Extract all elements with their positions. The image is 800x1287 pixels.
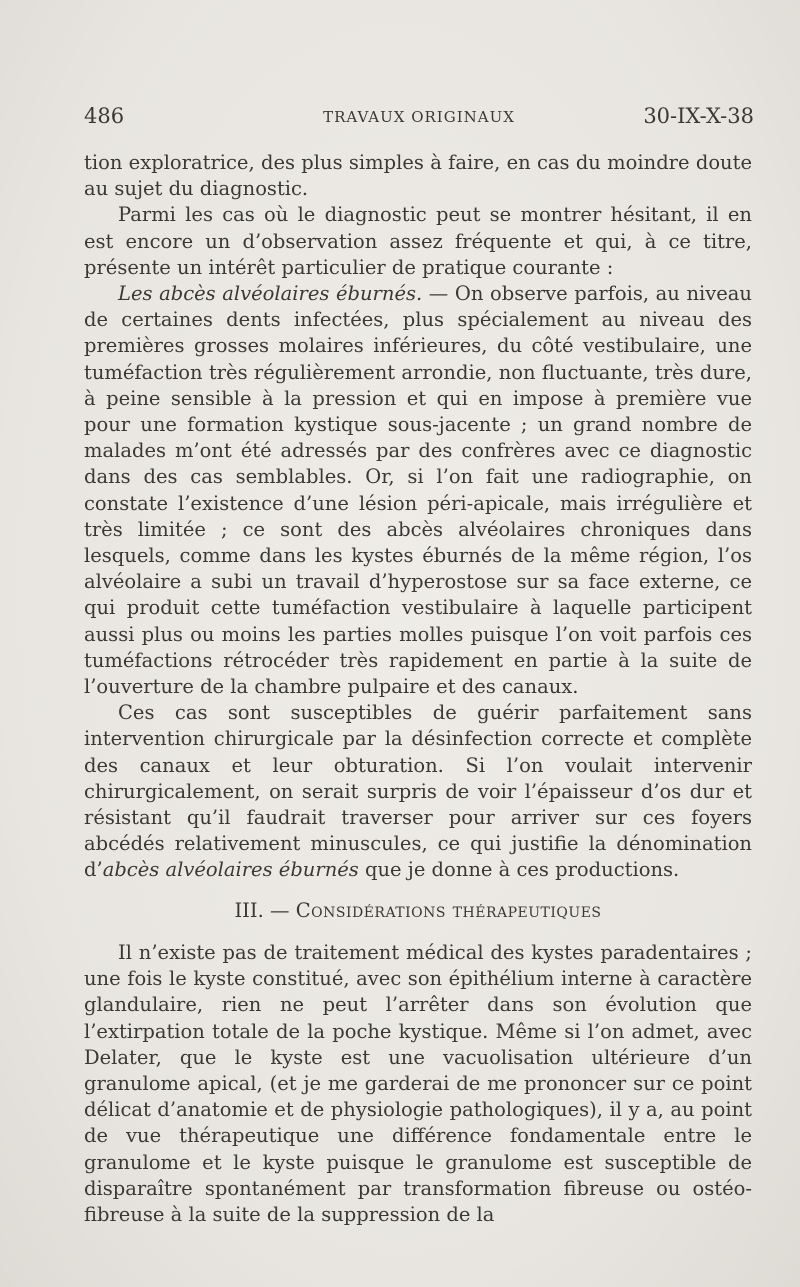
section-number: III. — [234, 898, 296, 922]
paragraph-4-italic: abcès alvéolaires éburnés [102, 858, 359, 882]
issue-reference: 30-IX-X-38 [643, 104, 754, 128]
running-title: TRAVAUX ORIGINAUX [323, 108, 515, 126]
page-header [84, 104, 754, 130]
page-number: 486 [84, 104, 125, 128]
page-body [84, 150, 752, 1228]
section-heading [84, 898, 752, 924]
paragraph-4 [84, 700, 752, 883]
section-title: Considérations thérapeutiques [295, 898, 602, 922]
paragraph-4-text-start: Ces cas sont susceptibles de guérir parfaitement sans intervention chirurgicale par la désinfection correcte et complète des canaux et leur obturation. Si l’on voulait intervenir chirurgicalement, on serait surpris de voir l’épaisseur d’os dur et résistant qu’il faudrait traverser pour arriver sur ces foyers abcédés relativement minuscules, ce qui justifie la dénomination d’ [84, 701, 752, 882]
paragraph-2: Parmi les cas où le diagnostic peut se montrer hésitant, il en est encore un d’observation assez fréquente et qui, à ce titre, présente un intérêt particulier de pratique courante : [84, 203, 752, 279]
paragraph-3-text: — On observe parfois, au niveau de certaines dents infectées, plus spécialement au niveau des premières grosses molaires inférieures, du côté vestibulaire, une tuméfaction très régulièrement arrondie, non fluctuante, très dure, à peine sensible à la pression et qui en impose à première vue pour une formation kystique sous-jacente ; un grand nombre de malades m’ont été adressés par des confrères avec ce diagnostic dans des cas semblables. Or, si l’on fait une radiographie, on constate l’existence d’une lésion péri-apicale, mais irrégulière et très limitée ; ce sont des abcès alvéolaires chroniques dans lesquels, comme dans les kystes éburnés de la même région, l’os alvéolaire a subi un travail d’hyperostose sur sa face externe, ce qui produit cette tuméfaction vestibulaire à laquelle participent aussi plus ou moins les parties molles puisque l’on voit parfois ces tuméfactions rétrocéder très rapidement en partie à la suite de l’ouverture de la chambre pulpaire et des canaux. [84, 282, 752, 699]
paragraph-5: Il n’existe pas de traitement médical des kystes paradentaires ; une fois le kyste constitué, avec son épithélium interne à caractère glandulaire, rien ne peut l’arrêter dans son évolution que l’extirpation totale de la poche kystique. Même si l’on admet, avec Delater, que le kyste est une vacuolisation ultérieure d’un granulome apical, (et je me garderai de me prononcer sur ce point délicat d’anatomie et de physiologie pathologiques), il y a, au point de vue thérapeutique une différence fondamentale entre le granulome et le kyste puisque le granulome est susceptible de disparaître spontanément par transformation fibreuse ou ostéo-fibreuse à la suite de la suppression de la [84, 940, 752, 1226]
paragraph-4-text-end: que je donne à ces productions. [358, 858, 680, 882]
paragraph-1: tion exploratrice, des plus simples à faire, en cas du moindre doute au sujet du diagnostic. [84, 151, 752, 201]
paragraph-3-heading: Les abcès alvéolaires éburnés. [118, 282, 423, 306]
paragraph-3 [84, 281, 752, 700]
